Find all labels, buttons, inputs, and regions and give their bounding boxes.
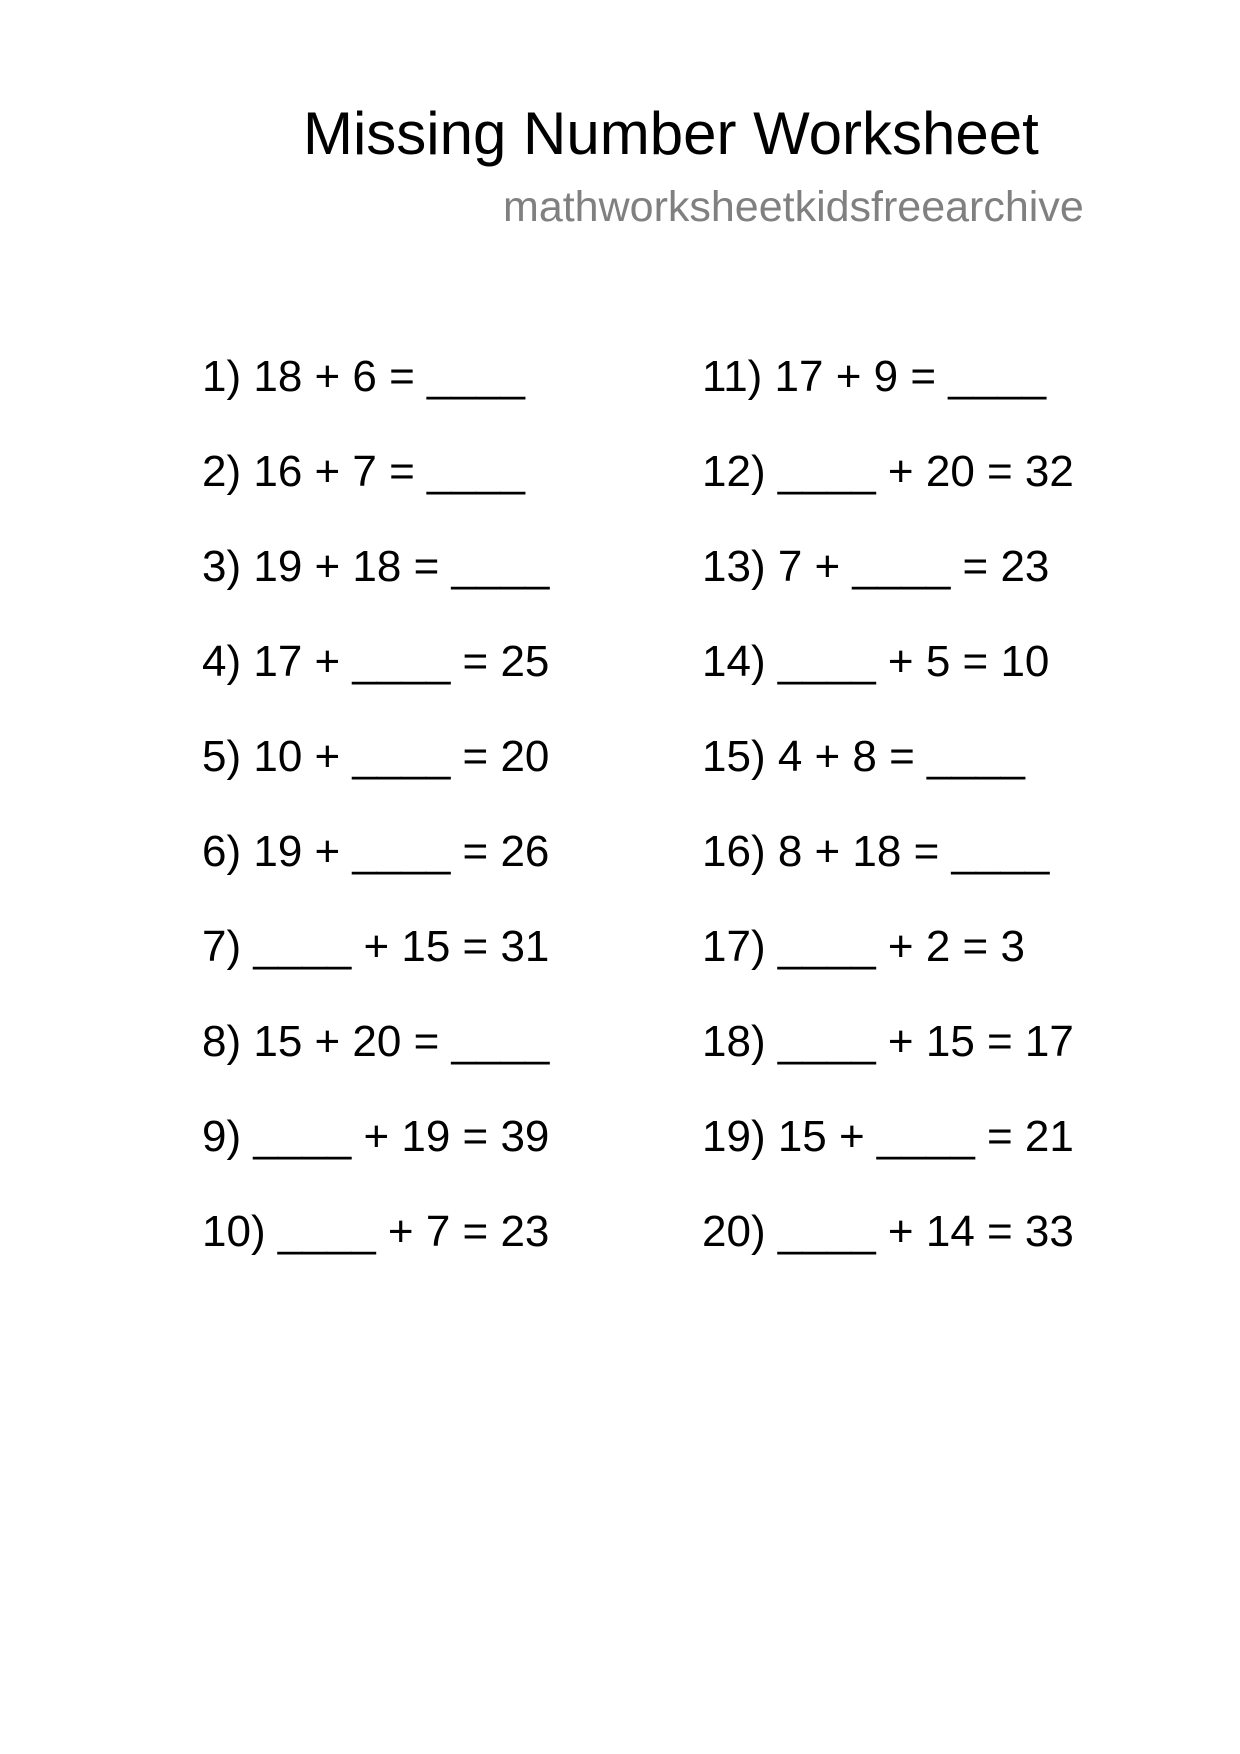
problem-15: 15) 4 + 8 = ____	[702, 732, 1025, 781]
problem-6: 6) 19 + ____ = 26	[202, 827, 550, 876]
problem-7: 7) ____ + 15 = 31	[202, 922, 550, 971]
problem-16: 16) 8 + 18 = ____	[702, 827, 1050, 876]
problem-9: 9) ____ + 19 = 39	[202, 1112, 550, 1161]
problem-1: 1) 18 + 6 = ____	[202, 352, 525, 401]
problem-11: 11) 17 + 9 = ____	[702, 352, 1047, 401]
problems-right-column	[702, 329, 1074, 1279]
problem-14: 14) ____ + 5 = 10	[702, 637, 1050, 686]
problem-4: 4) 17 + ____ = 25	[202, 637, 550, 686]
problem-17: 17) ____ + 2 = 3	[702, 922, 1025, 971]
problem-18: 18) ____ + 15 = 17	[702, 1017, 1074, 1066]
problem-13: 13) 7 + ____ = 23	[702, 542, 1050, 591]
problems-left-column	[202, 329, 549, 1279]
problem-10: 10) ____ + 7 = 23	[202, 1207, 550, 1256]
problem-5: 5) 10 + ____ = 20	[202, 732, 550, 781]
problem-2: 2) 16 + 7 = ____	[202, 447, 525, 496]
worksheet-source-subtitle: mathworksheetkidsfreearchive	[503, 183, 1084, 231]
problem-19: 19) 15 + ____ = 21	[702, 1112, 1074, 1161]
problem-12: 12) ____ + 20 = 32	[702, 447, 1074, 496]
problem-8: 8) 15 + 20 = ____	[202, 1017, 550, 1066]
worksheet-title: Missing Number Worksheet	[303, 100, 1039, 167]
problem-20: 20) ____ + 14 = 33	[702, 1207, 1074, 1256]
problem-3: 3) 19 + 18 = ____	[202, 542, 550, 591]
